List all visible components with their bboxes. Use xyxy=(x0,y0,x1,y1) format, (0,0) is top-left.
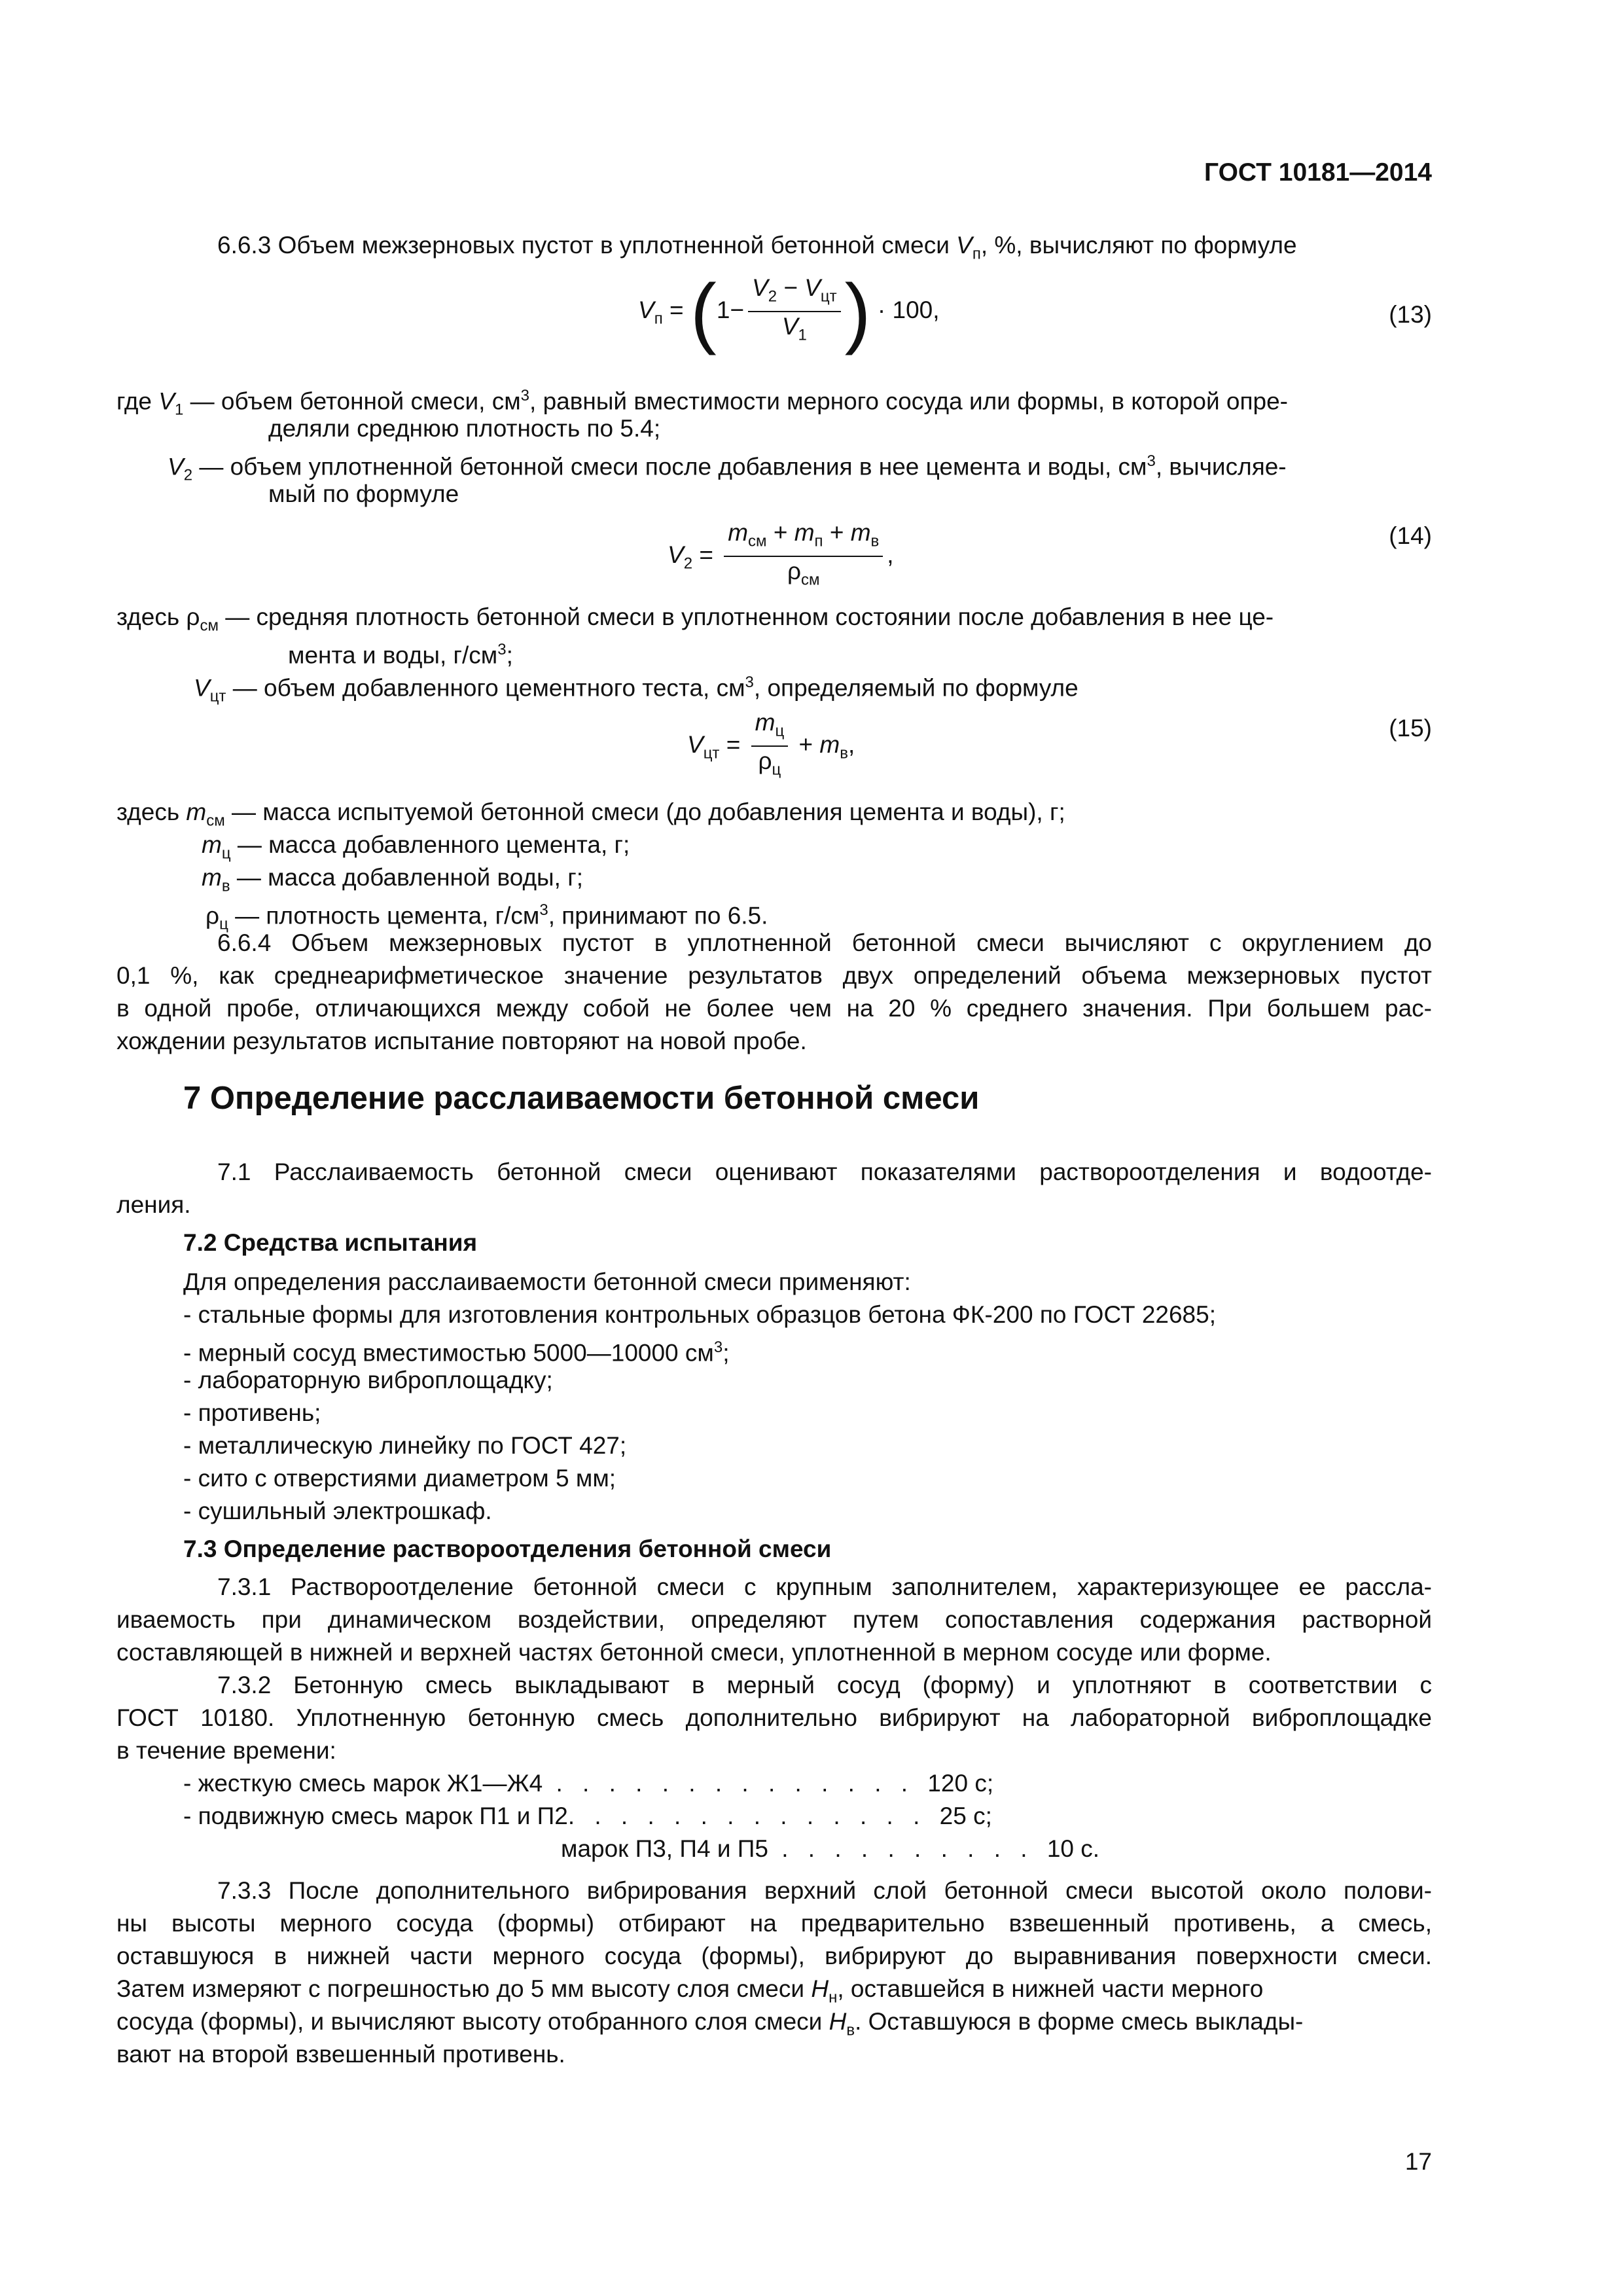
time-row: - подвижную смесь марок П1 и П2. . . . . . . . . . . . . . 25 с; xyxy=(183,1803,992,1829)
fraction-15: $\frac{m_ц}{\rho_ц}$ xyxy=(751,708,789,785)
list-item: - сушильный электрошкаф. xyxy=(183,1498,492,1524)
paragraph-733-line-5: сосуда (формы), и вычисляют высоту отобранного слоя смеси $H_в$. Оставшуюся в форме смесь выклады- xyxy=(116,2008,1304,2039)
equation-number-13: (13) xyxy=(1389,301,1432,328)
list-item: - мерный сосуд вместимостью 5000—10000 $см^3$; xyxy=(183,1338,730,1367)
paragraph-733-line-4: Затем измеряют с погрешностью до 5 мм высоту слоя смеси $H_н$, оставшейся в нижней части мерного xyxy=(116,1975,1264,2007)
section-7-title: 7 Определение расслаиваемости бетонной смеси xyxy=(183,1081,980,1116)
where-rho-cm: здесь $\rho_{см}$ — средняя плотность бетонной смеси в уплотненном состоянии после добавления в нее це- xyxy=(116,603,1274,635)
where-vct: $V_{цт}$ — объем добавленного цементного теста, $см^3$, определяемый по формуле xyxy=(194,673,1079,706)
paragraph-733-line-2: ны высоты мерного сосуда (формы) отбирают на предварительно взвешенный противень, а смесь, xyxy=(116,1910,1432,1937)
where-v2: $V_2$ — объем уплотненной бетонной смеси после добавления в нее цемента и воды, $см^3$, вычисляе- xyxy=(168,452,1287,484)
paragraph-731-line-1: 7.3.1 Раствороотделение бетонной смеси с крупным заполнителем, характеризующее ее рассла- xyxy=(217,1573,1432,1600)
where-v1: где $V_1$ — объем бетонной смеси, $см^3$, равный вместимости мерного сосуда или формы, в которой опре- xyxy=(116,387,1288,419)
list-item: - лабораторную виброплощадку; xyxy=(183,1367,553,1393)
list-item: - противень; xyxy=(183,1399,321,1426)
paragraph-733-line-6: вают на второй взвешенный противень. xyxy=(116,2041,565,2068)
paragraph-732-line-3: в течение времени: xyxy=(116,1737,336,1764)
paragraph-664-line-3: в одной пробе, отличающихся между собой не более чем на 20 % среднего значения. При большем рас- xyxy=(116,995,1432,1022)
paragraph-731-line-2: иваемость при динамическом воздействии, определяют путем сопоставления содержания растворной xyxy=(116,1606,1432,1633)
fraction-13: $\frac{V_2 - V_{цт}}{V_1}$ xyxy=(748,274,841,350)
paragraph-71-line-1: 7.1 Расслаиваемость бетонной смеси оценивают показателями раствороотделения и водоотде- xyxy=(217,1158,1432,1185)
paragraph-664-line-1: 6.6.4 Объем межзерновых пустот в уплотненной бетонной смеси вычисляют с округлением до xyxy=(217,929,1432,956)
section-72-intro: Для определения расслаиваемости бетонной смеси применяют: xyxy=(183,1268,911,1295)
where-m-v: $m_в$ — масса добавленной воды, г; xyxy=(202,864,583,895)
paragraph-731-line-3: составляющей в нижней и верхней частях бетонной смеси, уплотненной в мерном сосуде или форме. xyxy=(116,1639,1272,1666)
time-row: марок П3, П4 и П5 . . . . . . . . . . 10 с. xyxy=(561,1835,1100,1862)
equation-number-15: (15) xyxy=(1389,715,1432,742)
fraction-14: $\frac{m_{см} + m_п + m_в}{\rho_{см}}$ xyxy=(724,518,883,595)
paragraph-732-line-1: 7.3.2 Бетонную смесь выкладывают в мерный сосуд (форму) и уплотняют в соответствии с xyxy=(217,1672,1432,1698)
right-paren-icon: ) xyxy=(844,268,871,356)
paragraph-663: 6.6.3 Объем межзерновых пустот в уплотненной бетонной смеси $V_п$, %, вычисляют по формуле xyxy=(217,232,1297,263)
paragraph-664-line-2: 0,1 %, как среднеарифметическое значение результатов двух определений объема межзерновых пустот xyxy=(116,962,1432,989)
where-rho-c: $\rho_ц$ — плотность цемента, $г/см^3$, принимают по 6.5. xyxy=(205,901,768,933)
equation-number-14: (14) xyxy=(1389,522,1432,549)
standard-header: ГОСТ 10181—2014 xyxy=(1204,158,1432,187)
page-number: 17 xyxy=(1404,2148,1432,2175)
equation-13: $V_п = (1-$ $\frac{V_2 - V_{цт}}{V_1}$ ) · 100, xyxy=(638,268,940,356)
time-row: - жесткую смесь марок Ж1—Ж4 . . . . . . . . . . . . . . 120 с; xyxy=(183,1770,994,1797)
paragraph-733-line-1: 7.3.3 После дополнительного вибрирования верхний слой бетонной смеси высотой около полови- xyxy=(217,1877,1432,1904)
where-v1-cont: деляли среднюю плотность по 5.4; xyxy=(268,415,661,442)
paragraph-664-line-4: хождении результатов испытание повторяют на новой пробе. xyxy=(116,1028,807,1054)
paragraph-71-line-2: ления. xyxy=(116,1191,191,1218)
where-v2-cont: мый по формуле xyxy=(268,480,459,507)
section-73-title: 7.3 Определение раствороотделения бетонной смеси xyxy=(183,1535,832,1562)
list-item: - стальные формы для изготовления контрольных образцов бетона ФК-200 по ГОСТ 22685; xyxy=(183,1301,1216,1328)
paragraph-732-line-2: ГОСТ 10180. Уплотненную бетонную смесь дополнительно вибрируют на лабораторной виброплощадке xyxy=(116,1704,1432,1731)
paragraph-733-line-3: оставшуюся в нижней части мерного сосуда (формы), вибрируют до выравнивания поверхности смеси. xyxy=(116,1943,1432,1969)
equation-14: $V_2$ = $\frac{m_{см} + m_п + m_в}{\rho_{см}}$ , xyxy=(668,518,894,595)
equation-15: $V_{цт}$ = $\frac{m_ц}{\rho_ц}$ + $m_в$, xyxy=(687,708,855,785)
where-rho-cm-cont: мента и воды, $г/см^3$; xyxy=(288,641,513,669)
where-m-cm: здесь $m_{см}$ — масса испытуемой бетонной смеси (до добавления цемента и воды), г; xyxy=(116,798,1065,830)
left-paren-icon: ( xyxy=(690,268,717,356)
section-72-title: 7.2 Средства испытания xyxy=(183,1229,478,1256)
where-m-c: $m_ц$ — масса добавленного цемента, г; xyxy=(202,831,630,863)
list-item: - сито с отверстиями диаметром 5 мм; xyxy=(183,1465,616,1492)
list-item: - металлическую линейку по ГОСТ 427; xyxy=(183,1432,627,1459)
